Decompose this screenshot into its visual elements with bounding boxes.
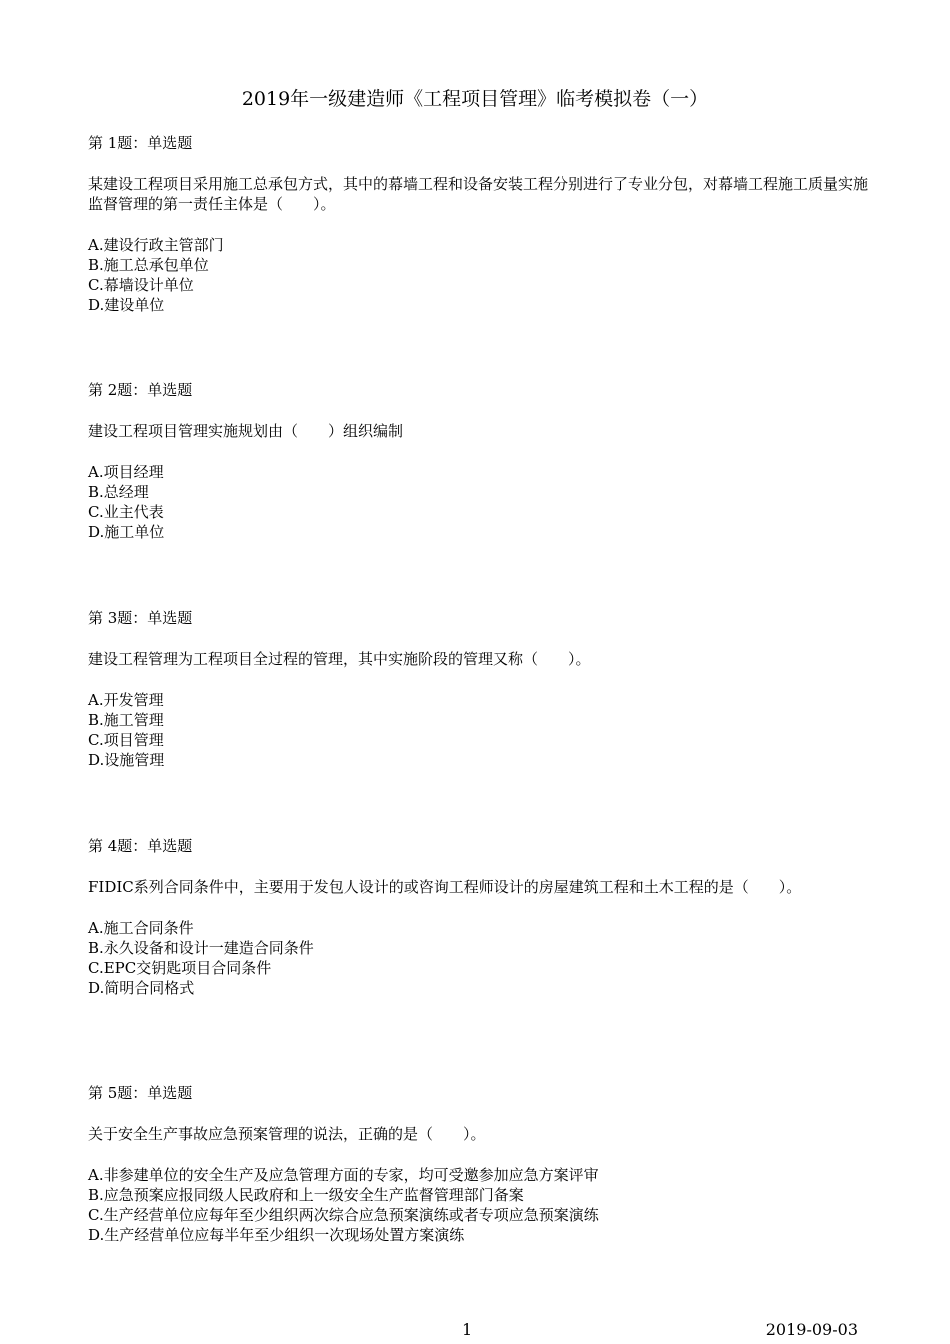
option-list [88, 462, 868, 542]
option-c: C.生产经营单位应每年至少组织两次综合应急预案演练或者专项应急预案演练 [88, 1206, 599, 1224]
page-number: 1 [462, 1320, 473, 1339]
question-stem: FIDIC系列合同条件中，主要用于发包人设计的或咨询工程师设计的房屋建筑工程和土木工程的是（ ）。 [88, 878, 802, 896]
option-d: D.简明合同格式 [88, 979, 195, 997]
question-4 [88, 836, 868, 998]
option-list [88, 235, 868, 315]
option-list [88, 1165, 868, 1245]
option-list [88, 690, 868, 770]
question-heading: 第 2题：单选题 [88, 381, 193, 399]
option-a: A.开发管理 [88, 691, 164, 709]
footer-date: 2019-09-03 [765, 1320, 858, 1339]
option-a: A.非参建单位的安全生产及应急管理方面的专家，均可受邀参加应急方案评审 [88, 1166, 599, 1184]
option-d: D.施工单位 [88, 523, 165, 541]
question-stem: 关于安全生产事故应急预案管理的说法，正确的是（ ）。 [88, 1125, 486, 1143]
option-a: A.项目经理 [88, 463, 164, 481]
question-2 [88, 380, 868, 542]
question-stem: 某建设工程项目采用施工总承包方式，其中的幕墙工程和设备安装工程分别进行了专业分包，对幕墙工程施工质量实施监督管理的第一责任主体是（ ）。 [88, 175, 869, 213]
option-list [88, 918, 868, 998]
option-b: B.施工总承包单位 [88, 256, 209, 274]
option-d: D.设施管理 [88, 751, 165, 769]
option-c: C.幕墙设计单位 [88, 276, 194, 294]
option-b: B.施工管理 [88, 711, 164, 729]
option-c: C.EPC交钥匙项目合同条件 [88, 959, 272, 977]
option-b: B.永久设备和设计一建造合同条件 [88, 939, 314, 957]
option-d: D.生产经营单位应每半年至少组织一次现场处置方案演练 [88, 1226, 465, 1244]
option-c: C.项目管理 [88, 731, 164, 749]
question-heading: 第 1题：单选题 [88, 134, 193, 152]
question-stem: 建设工程管理为工程项目全过程的管理，其中实施阶段的管理又称（ ）。 [88, 650, 591, 668]
page-title: 2019年一级建造师《工程项目管理》临考模拟卷（一） [241, 88, 709, 110]
option-b: B.应急预案应报同级人民政府和上一级安全生产监督管理部门备案 [88, 1186, 524, 1204]
question-heading: 第 3题：单选题 [88, 609, 193, 627]
option-c: C.业主代表 [88, 503, 164, 521]
option-a: A.建设行政主管部门 [88, 236, 224, 254]
question-stem: 建设工程项目管理实施规划由（ ）组织编制 [88, 422, 404, 440]
option-a: A.施工合同条件 [88, 919, 194, 937]
question-3 [88, 608, 868, 770]
option-d: D.建设单位 [88, 296, 165, 314]
question-1 [88, 133, 868, 315]
question-5 [88, 1083, 868, 1245]
question-heading: 第 5题：单选题 [88, 1084, 193, 1102]
question-heading: 第 4题：单选题 [88, 837, 193, 855]
option-b: B.总经理 [88, 483, 149, 501]
